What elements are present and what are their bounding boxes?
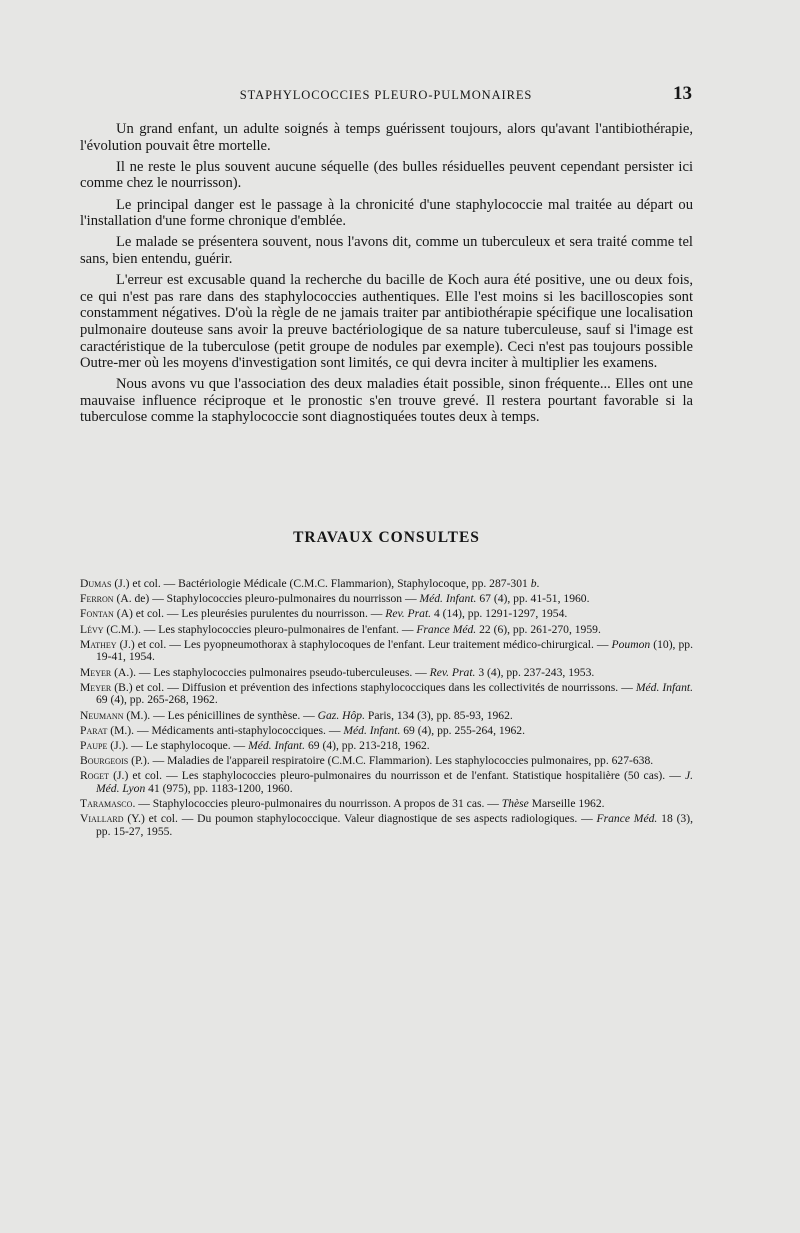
reference-journal: Méd. Infant. [343,723,401,737]
reference-author: Paupe [80,738,108,752]
reference-author: Bourgeois [80,754,129,768]
reference-text: (M.). — Médicaments anti-staphylococciques. — [107,723,344,737]
paragraph: Un grand enfant, un adulte soignés à temps guérissent toujours, alors qu'avant l'antibiothérapie, l'évolution pouvait être mortelle. [80,121,693,154]
reference-text: (C.M.). — Les staphylococcies pleuro-pulmonaires de l'enfant. — [103,622,417,636]
paragraph: L'erreur est excusable quand la recherche du bacille de Koch aura été positive, une ou deux fois, ce qui n'est pas rare dans des staphylococcies authentiques. Elle l'est moins si les bacilloscopies sont constamment négatives. D'où la règle de ne jamais traiter par antibiothérapie spécifique une localisation pulmonaire douteuse sans avoir la preuve bactériologique de sa nature tuberculeuse, sauf si l'image est caractéristique de la tuberculose (petit groupe de nodules par exemple). Ceci n'est pas toujours possible Outre-mer où les moyens d'investigation sont limités, ce qui devra inciter à multiplier les examens. [80,272,693,372]
reference-details: 4 (14), pp. 1291-1297, 1954. [431,607,568,621]
body-text [80,121,693,431]
running-title: STAPHYLOCOCCIES PLEURO-PULMONAIRES [239,88,533,102]
reference-list [80,578,693,841]
reference-journal: Poumon [611,637,651,651]
reference-author: Lévy [80,622,104,636]
reference-text: (Y.) et col. — Du poumon staphylococcique. Valeur diagnostique de ses aspects radiologiques. — [123,812,597,826]
reference-author: Neumann [80,708,124,722]
reference-journal: Méd. Infant. [635,680,693,694]
reference-item [80,578,693,591]
reference-text: (J.) et col. — Bactériologie Médicale (C.M.C. Flammarion), Staphylocoque, pp. 287-301 [111,577,531,590]
reference-item [80,740,693,753]
reference-item [80,770,693,795]
reference-item [80,624,693,637]
reference-journal: France Méd. [416,622,477,636]
reference-journal: Thèse [501,797,529,811]
page-header [80,84,692,106]
reference-item [80,813,693,838]
reference-details: 3 (4), pp. 237-243, 1953. [475,665,595,679]
reference-item [80,608,693,621]
paragraph: Il ne reste le plus souvent aucune séquelle (des bulles résiduelles peuvent cependant persister ici comme chez le nourrisson). [80,158,693,192]
reference-item [80,798,693,811]
page-number: 13 [673,83,692,104]
reference-author: Parat [80,723,108,737]
reference-details: 41 (975), pp. 1183-1200, 1960. [145,781,293,795]
reference-author: Viallard [80,812,124,826]
reference-journal: J. Méd. Lyon [96,769,693,795]
reference-text: (P.). — Maladies de l'appareil respiratoire (C.M.C. Flammarion). Les staphylococcies pulmonaires, pp. 627-638. [128,754,654,768]
reference-text: (B.) et col. — Diffusion et prévention des infections staphylococciques dans les collectivités de nourrissons. — [111,680,636,694]
reference-text: (J.). — Le staphylocoque. — [107,738,249,752]
reference-details: 69 (4), pp. 265-268, 1962. [96,693,218,707]
reference-author: Roget [80,769,110,783]
reference-author: Dumas [80,577,112,590]
reference-text: (A) et col. — Les pleurésies purulentes du nourrisson. — [113,607,386,621]
reference-text: (M.). — Les pénicillines de synthèse. — [123,708,318,722]
reference-details: 67 (4), pp. 41-51, 1960. [476,592,590,606]
reference-text: (A. de) — Staphylococcies pleuro-pulmonaires du nourrisson — [113,592,420,606]
reference-author: Fontan [80,607,114,621]
reference-journal: France Méd. [596,812,658,826]
reference-journal: Rev. Prat. [429,665,476,679]
reference-details: . [536,577,540,590]
paragraph: Le principal danger est le passage à la chronicité d'une staphylococcie mal traitée au départ ou l'installation d'une forme chronique d'emblée. [80,196,693,230]
reference-details: 69 (4), pp. 255-264, 1962. [400,723,525,737]
reference-text: (A.). — Les staphylococcies pulmonaires pseudo-tuberculeuses. — [111,665,430,679]
reference-journal: Gaz. Hôp. [317,708,365,722]
reference-text: . — Staphylococcies pleuro-pulmonaires du nourrisson. A propos de 31 cas. — [132,797,502,811]
reference-text: (J.) et col. — Les staphylococcies pleuro-pulmonaires du nourrisson et de l'enfant. Statistique hospitalière (50 cas). — [109,769,685,783]
reference-details: 22 (6), pp. 261-270, 1959. [476,622,601,636]
reference-item [80,725,693,738]
reference-journal: Méd. Infant. [248,738,306,752]
section-title: TRAVAUX CONSULTES [293,529,480,546]
reference-journal: Rev. Prat. [385,607,432,621]
reference-item [80,667,693,680]
reference-details: (10), pp. 19-41, 1954. [96,637,693,664]
reference-text: (J.) et col. — Les pyopneumothorax à staphylocoques de l'enfant. Leur traitement médico-chirurgical. — [116,637,612,651]
reference-author: Ferron [80,592,114,606]
reference-item [80,682,693,707]
reference-item [80,710,693,723]
reference-details: Marseille 1962. [528,797,605,811]
reference-author: Meyer [80,665,112,679]
reference-item [80,755,693,768]
reference-item [80,639,693,664]
reference-details: 18 (3), pp. 15-27, 1955. [96,812,693,838]
reference-details: Paris, 134 (3), pp. 85-93, 1962. [364,708,513,722]
reference-author: Taramasco [80,797,133,811]
reference-journal: Méd. Infant. [419,592,477,606]
reference-author: Meyer [80,680,112,694]
reference-item [80,593,693,606]
reference-details: 69 (4), pp. 213-218, 1962. [305,738,430,752]
paragraph: Le malade se présentera souvent, nous l'avons dit, comme un tuberculeux et sera traité comme tel sans, bien entendu, guérir. [80,234,693,267]
reference-author: Mathey [80,637,117,651]
reference-journal: b [530,577,537,590]
paragraph: Nous avons vu que l'association des deux maladies était possible, sinon fréquente... Elles ont une mauvaise influence réciproque et le pronostic s'en trouve grevé. Il restera pourtant favorable si la tuberculose comme la staphylococcie sont diagnostiquées toutes deux à temps. [80,376,693,426]
